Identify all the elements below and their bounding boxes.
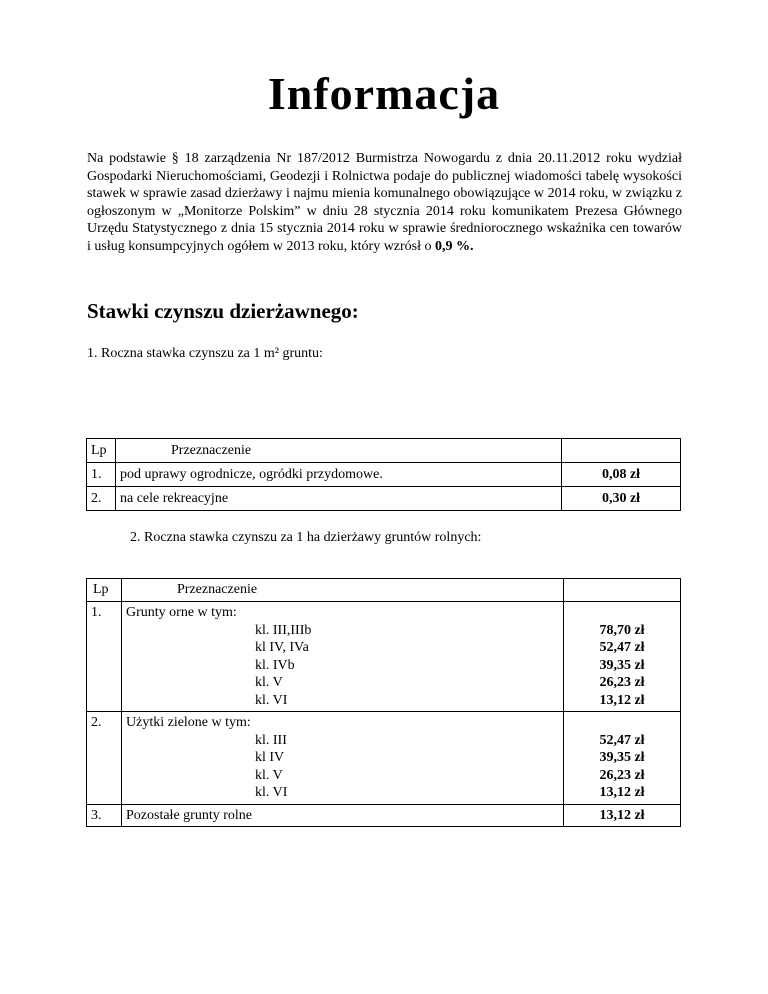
row-value: 13,12 zł xyxy=(564,804,681,827)
class-label: kl. V xyxy=(255,675,283,690)
table-row xyxy=(87,602,681,712)
section-heading: Stawki czynszu dzierżawnego: xyxy=(87,299,359,323)
class-label: kl IV, IVa xyxy=(255,640,309,655)
row-purpose xyxy=(122,602,564,712)
class-label: kl IV xyxy=(255,750,285,765)
row-lp: 1. xyxy=(87,602,122,712)
row-lp: 2. xyxy=(87,712,122,805)
header-value xyxy=(564,579,681,602)
class-label: kl. III,IIIb xyxy=(255,622,312,638)
table-header-row xyxy=(87,439,681,463)
row-lp: 3. xyxy=(87,804,122,827)
table2-caption: 2. Roczna stawka czynszu za 1 ha dzierżawy gruntów rolnych: xyxy=(130,530,482,545)
row-values xyxy=(564,602,681,712)
header-lp: Lp xyxy=(87,579,122,602)
row-purpose: pod uprawy ogrodnicze, ogródki przydomowe. xyxy=(116,463,562,487)
table1-caption: 1. Roczna stawka czynszu za 1 m² gruntu: xyxy=(87,346,323,361)
class-value: 52,47 zł xyxy=(599,640,645,655)
class-label: kl. III xyxy=(255,732,287,748)
class-value: 26,23 zł xyxy=(599,767,645,783)
intro-paragraph xyxy=(87,150,682,256)
header-value xyxy=(562,439,681,463)
class-value: 26,23 zł xyxy=(599,675,645,690)
row-purpose: na cele rekreacyjne xyxy=(116,487,562,511)
table-row xyxy=(87,463,681,487)
group-name: Grunty orne w tym: xyxy=(126,605,237,620)
class-value: 13,12 zł xyxy=(599,785,645,800)
row-value: 0,30 zł xyxy=(562,487,681,511)
class-value: 13,12 zł xyxy=(599,692,645,708)
table-rates-per-ha xyxy=(86,578,681,827)
row-lp: 1. xyxy=(87,463,116,487)
header-lp: Lp xyxy=(87,439,116,463)
intro-text: Na podstawie § 18 zarządzenia Nr 187/2012 Burmistrza Nowogardu z dnia 20.11.2012 roku wydział Gospodarki Nieruchomościami, Geodezji i Rolnictwa podaje do publicznej wiadomości tabelę wysokości stawek w sprawie zasad dzierżawy i najmu mienia komunalnego obowiązujące w 2014 roku, w związku z ogłoszonym w „Monitorze Polskim” w dniu 28 stycznia 2014 roku komunikatem Prezesa Głównego Urzędu Statystycznego z dnia 15 stycznia 2014 roku w sprawie średniorocznego wskaźnika cen towarów i usług konsumpcyjnych ogółem w 2013 roku, który wzrósł o xyxy=(87,151,682,254)
intro-highlight: 0,9 %. xyxy=(435,238,474,254)
row-lp: 2. xyxy=(87,487,116,511)
row-values xyxy=(564,712,681,805)
header-purpose: Przeznaczenie xyxy=(122,579,564,602)
class-label: kl. VI xyxy=(255,692,288,708)
row-purpose: Pozostałe grunty rolne xyxy=(122,804,564,827)
table-row xyxy=(87,487,681,511)
table-row xyxy=(87,804,681,827)
table-rates-per-m2 xyxy=(86,438,681,511)
document-title: Informacja xyxy=(267,68,501,119)
class-value: 39,35 zł xyxy=(599,657,645,673)
group-name: Użytki zielone w tym: xyxy=(126,715,251,730)
row-value: 0,08 zł xyxy=(562,463,681,487)
class-value: 39,35 zł xyxy=(599,750,645,765)
class-value: 78,70 zł xyxy=(599,622,645,638)
table-row xyxy=(87,712,681,805)
row-purpose xyxy=(122,712,564,805)
class-label: kl. IVb xyxy=(255,657,295,673)
table-header-row xyxy=(87,579,681,602)
class-value: 52,47 zł xyxy=(599,732,645,748)
class-label: kl. V xyxy=(255,767,283,783)
header-purpose: Przeznaczenie xyxy=(116,439,562,463)
class-label: kl. VI xyxy=(255,785,288,800)
